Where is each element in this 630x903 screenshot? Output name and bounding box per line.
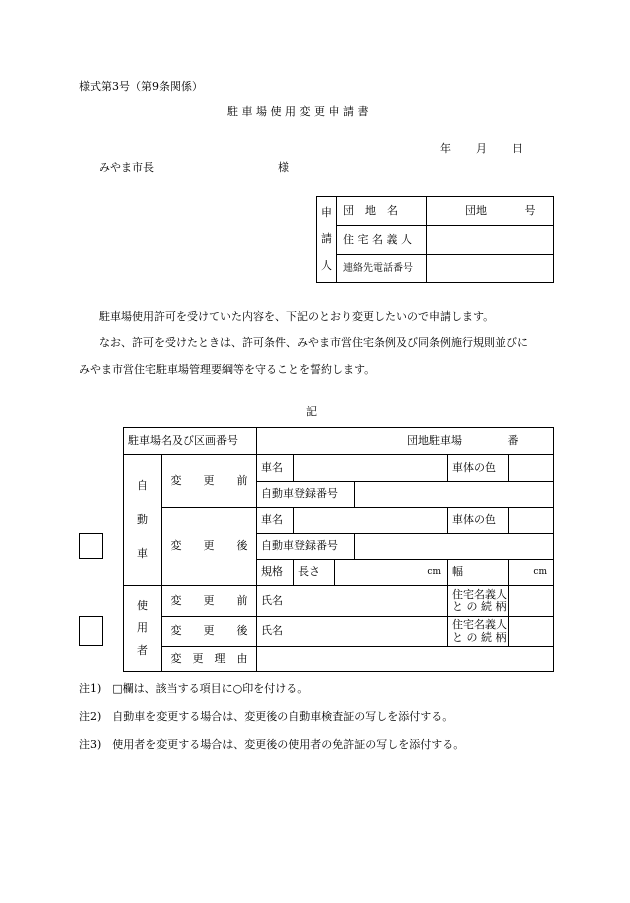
date-year: 年 bbox=[440, 142, 451, 155]
vehicle-side-label: 自 動 車 bbox=[124, 455, 162, 586]
relation-field-after[interactable] bbox=[509, 617, 554, 647]
length-field[interactable]: cm bbox=[335, 560, 448, 586]
user-name-after[interactable]: 氏名 bbox=[257, 617, 448, 647]
reason-label: 変 更 理 由 bbox=[162, 647, 257, 672]
car-name-label-before: 車名 bbox=[257, 455, 294, 482]
car-name-label-after: 車名 bbox=[257, 508, 294, 534]
note-1: 注1) □欄は、該当する項目に○印を付ける。 bbox=[79, 682, 309, 695]
vehicle-after-label: 変 更 後 bbox=[162, 508, 257, 586]
note-3: 注3) 使用者を変更する場合は、変更後の使用者の免許証の写しを添付する。 bbox=[79, 738, 465, 751]
vehicle-before-label: 変 更 前 bbox=[162, 455, 257, 508]
applicant-side-label: 申 請 人 bbox=[317, 197, 337, 283]
honorific: 様 bbox=[278, 161, 289, 174]
ki-label: 記 bbox=[306, 405, 317, 418]
parking-label: 駐車場名及び区画番号 bbox=[124, 428, 257, 455]
car-name-field-after[interactable] bbox=[294, 508, 448, 534]
change-table bbox=[123, 427, 554, 672]
car-color-field-after[interactable] bbox=[509, 508, 554, 534]
phone-label: 連絡先電話番号 bbox=[337, 255, 427, 283]
car-color-field-before[interactable] bbox=[509, 455, 554, 482]
addressee: みやま市長 bbox=[99, 161, 154, 174]
document-title: 駐 車 場 使 用 変 更 申 請 書 bbox=[227, 105, 369, 118]
paragraph-2-line-1: なお、許可を受けたときは、許可条件、みやま市営住宅条例及び同条例施行規則並びに bbox=[99, 336, 528, 349]
width-field[interactable]: cm bbox=[509, 560, 554, 586]
holder-field[interactable] bbox=[427, 226, 554, 255]
user-name-before[interactable]: 氏名 bbox=[257, 586, 448, 617]
reg-number-label-before: 自動車登録番号 bbox=[257, 482, 355, 508]
user-after-label: 変 更 後 bbox=[162, 617, 257, 647]
width-label: 幅 bbox=[448, 560, 509, 586]
date-month: 月 bbox=[476, 142, 487, 155]
phone-field[interactable] bbox=[427, 255, 554, 283]
paragraph-2-line-2: みやま市営住宅駐車場管理要綱等を守ることを誓約します。 bbox=[79, 363, 376, 376]
relation-label-after: 住宅名義人 と の 続 柄 bbox=[448, 617, 509, 647]
car-name-field-before[interactable] bbox=[294, 455, 448, 482]
user-checkbox[interactable] bbox=[79, 616, 103, 646]
holder-label: 住 宅 名 義 人 bbox=[337, 226, 427, 255]
date-day: 日 bbox=[512, 142, 523, 155]
car-color-label-before: 車体の色 bbox=[448, 455, 509, 482]
length-label: 長さ bbox=[294, 560, 335, 586]
danchi-name-field[interactable]: 団地 号 bbox=[427, 197, 554, 226]
parking-field[interactable]: 団地駐車場 番 bbox=[257, 428, 554, 455]
reg-number-field-before[interactable] bbox=[355, 482, 554, 508]
car-color-label-after: 車体の色 bbox=[448, 508, 509, 534]
reason-field[interactable] bbox=[257, 647, 554, 672]
form-number: 様式第3号（第9条関係） bbox=[79, 80, 203, 93]
relation-field-before[interactable] bbox=[509, 586, 554, 617]
user-side-label: 使 用 者 bbox=[124, 586, 162, 672]
applicant-table bbox=[316, 196, 554, 283]
relation-label-before: 住宅名義人 と の 続 柄 bbox=[448, 586, 509, 617]
vehicle-checkbox[interactable] bbox=[79, 533, 103, 559]
reg-number-field-after[interactable] bbox=[355, 534, 554, 560]
danchi-name-label: 団 地 名 bbox=[337, 197, 427, 226]
paragraph-1: 駐車場使用許可を受けていた内容を、下記のとおり変更したいので申請します。 bbox=[99, 310, 495, 323]
spec-label: 規格 bbox=[257, 560, 294, 586]
user-before-label: 変 更 前 bbox=[162, 586, 257, 617]
reg-number-label-after: 自動車登録番号 bbox=[257, 534, 355, 560]
note-2: 注2) 自動車を変更する場合は、変更後の自動車検査証の写しを添付する。 bbox=[79, 710, 454, 723]
